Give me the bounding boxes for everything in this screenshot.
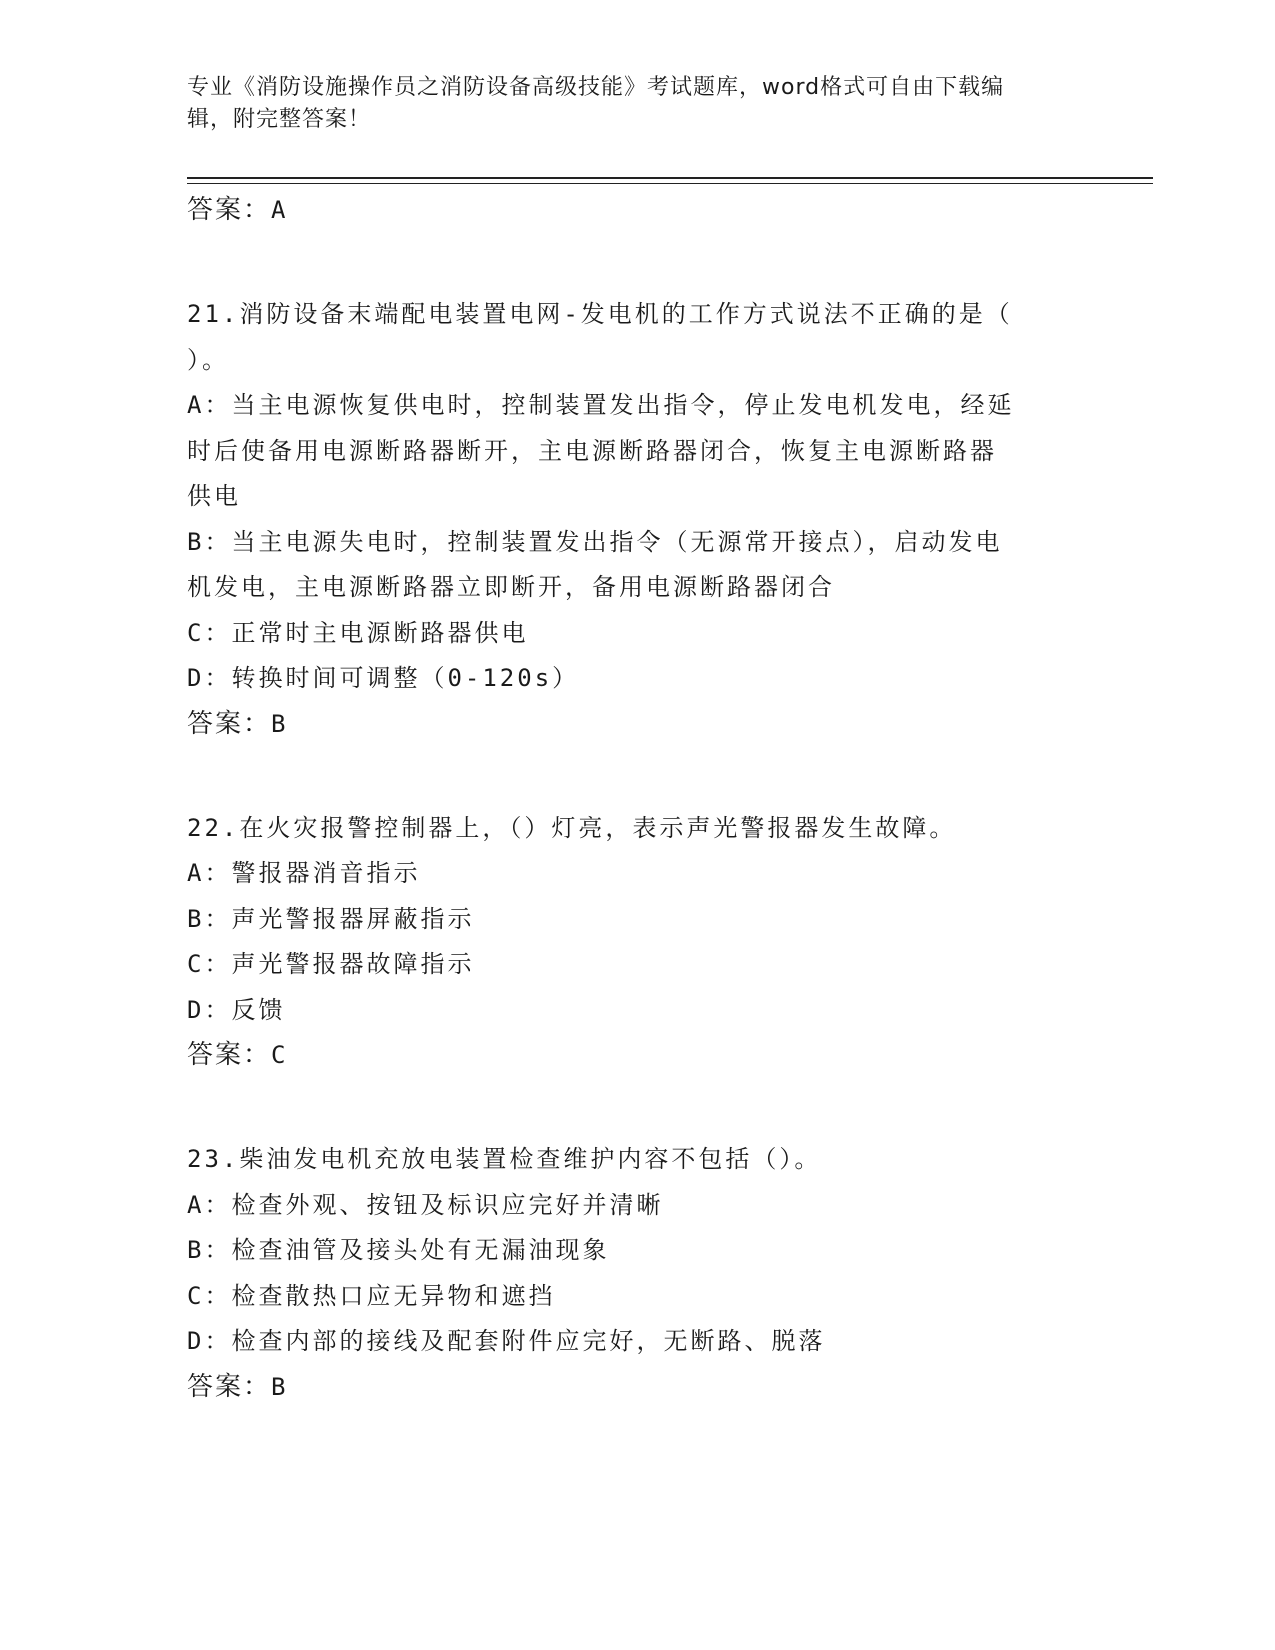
question-content (187, 188, 1087, 1411)
option-line: 机发电，主电源断路器立即断开，备用电源断路器闭合 (187, 573, 835, 601)
option-line: 时后使备用电源断路器断开，主电源断路器闭合，恢复主电源断路器 (187, 436, 997, 465)
spacer (187, 234, 1087, 292)
question-21 (187, 292, 1087, 748)
answer-line (187, 1365, 1087, 1411)
intro-line-1: 专业《消防设施操作员之消防设备高级技能》考试题库，word格式可自由下载编 (187, 75, 1005, 100)
option-line: C：正常时主电源断路器供电 (187, 618, 529, 647)
answer-value: B (271, 709, 286, 738)
answer-line-prev (187, 188, 1087, 234)
option-b (187, 520, 1087, 611)
spacer (187, 1079, 1087, 1137)
option-c (187, 942, 1087, 988)
option-line: D：检查内部的接线及配套附件应完好，无断路、脱落 (187, 1327, 826, 1355)
question-stem: 21.消防设备末端配电装置电网-发电机的工作方式说法不正确的是（ (187, 300, 1013, 328)
header-divider-thin (187, 183, 1153, 184)
option-line: B：声光警报器屏蔽指示 (187, 904, 475, 933)
option-d (187, 988, 1087, 1034)
option-b (187, 897, 1087, 943)
option-line: B：当主电源失电时，控制装置发出指令（无源常开接点），启动发电 (187, 527, 1003, 556)
option-c (187, 1274, 1087, 1320)
answer-label: 答案： (187, 708, 272, 739)
answer-value: B (271, 1372, 286, 1401)
document-intro (187, 72, 1067, 136)
option-line: D：反馈 (187, 995, 286, 1024)
header-divider-thick (187, 177, 1153, 179)
question-23 (187, 1137, 1087, 1411)
option-d (187, 656, 1087, 702)
intro-line-2: 辑，附完整答案！ (187, 107, 372, 132)
option-line: C：检查散热口应无异物和遮挡 (187, 1281, 556, 1310)
question-22 (187, 806, 1087, 1080)
option-line: A：检查外观、按钮及标识应完好并清晰 (187, 1190, 664, 1219)
answer-label: 答案： (187, 1040, 272, 1070)
question-stem-cont: ）。 (187, 345, 229, 374)
answer-value: A (271, 196, 286, 224)
option-line: A：当主电源恢复供电时，控制装置发出指令，停止发电机发电，经延 (187, 391, 1015, 419)
option-b (187, 1228, 1087, 1274)
question-stem: 23.柴油发电机充放电装置检查维护内容不包括（）。 (187, 1145, 822, 1173)
question-stem: 22.在火灾报警控制器上，（）灯亮，表示声光警报器发生故障。 (187, 813, 957, 842)
option-d (187, 1319, 1087, 1365)
answer-line (187, 702, 1087, 748)
answer-label: 答案： (187, 1371, 272, 1402)
option-line: D：转换时间可调整（0-120s） (187, 664, 580, 692)
option-line: A：警报器消音指示 (187, 859, 421, 887)
option-a (187, 1183, 1087, 1229)
spacer (187, 748, 1087, 806)
option-c (187, 611, 1087, 657)
option-a (187, 383, 1087, 520)
option-line: 供电 (187, 482, 241, 510)
answer-value: C (271, 1041, 286, 1069)
answer-line (187, 1033, 1087, 1079)
option-line: B：检查油管及接头处有无漏油现象 (187, 1236, 610, 1264)
answer-label: 答案： (187, 195, 272, 225)
option-line: C：声光警报器故障指示 (187, 950, 475, 978)
option-a (187, 851, 1087, 897)
